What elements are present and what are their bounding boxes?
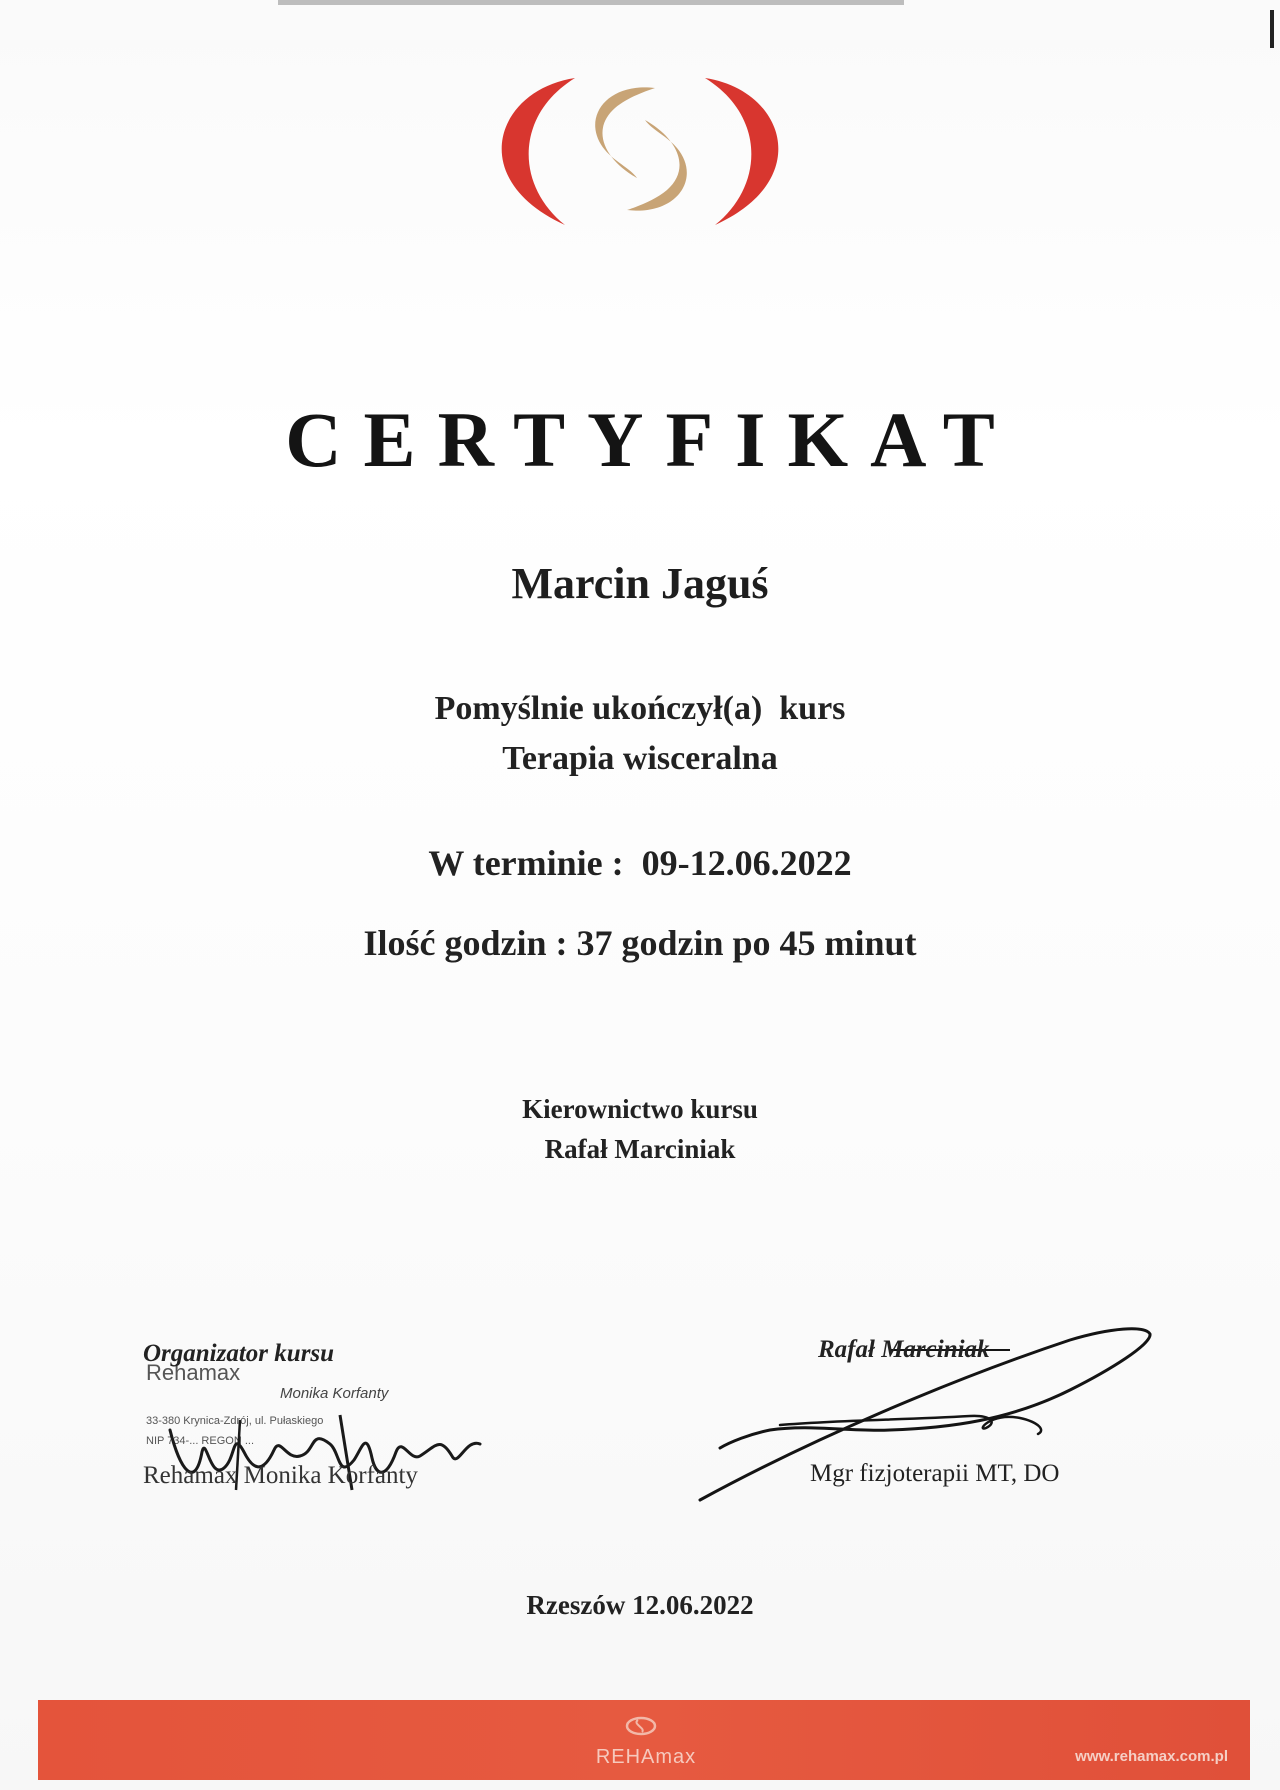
logo-swirl-bottom (627, 120, 687, 211)
completion-text: Pomyślnie ukończył(a) kurs (434, 690, 846, 727)
course-hours: Ilość godzin : 37 godzin po 45 minut (363, 923, 917, 963)
stamp-company: Rehamax (146, 1360, 241, 1385)
stamp-person: Monika Korfanty (280, 1385, 389, 1402)
rehamax-logo-icon (455, 60, 825, 240)
organizer-block (140, 1340, 480, 1490)
recipient-name: Marcin Jaguś (511, 559, 769, 608)
course-name: Terapia wisceralna (502, 740, 778, 777)
footer-brand: REHAmax (595, 1746, 697, 1768)
logo-right-arc (705, 78, 778, 225)
direction-name: Rafał Marciniak (544, 1134, 736, 1164)
organizer-title: Organizator kursu (143, 1340, 335, 1367)
direction-label: Kierownictwo kursu (522, 1094, 758, 1124)
edge-mark (1270, 10, 1274, 48)
logo-left-arc (502, 78, 575, 225)
organizer-name: Rehamax Monika Korfanty (143, 1462, 418, 1489)
signatory-title: Mgr fizjoterapii MT, DO (810, 1460, 1060, 1487)
logo-swirl-top (595, 87, 655, 178)
stamp-address: 33-380 Krynica-Zdrój, ul. Pułaskiego (146, 1415, 324, 1427)
signatory-name: Rafał Marciniak (818, 1336, 990, 1363)
top-edge-strip (278, 0, 904, 5)
footer-bar (38, 1700, 1250, 1780)
footer-url: www.rehamax.com.pl (1075, 1748, 1228, 1765)
stamp-ids: NIP 734-... REGON ... (146, 1435, 254, 1447)
course-dates: W terminie : 09-12.06.2022 (428, 843, 852, 883)
certificate-title: CERTYFIKAT (285, 396, 1017, 483)
place-date: Rzeszów 12.06.2022 (526, 1590, 754, 1620)
